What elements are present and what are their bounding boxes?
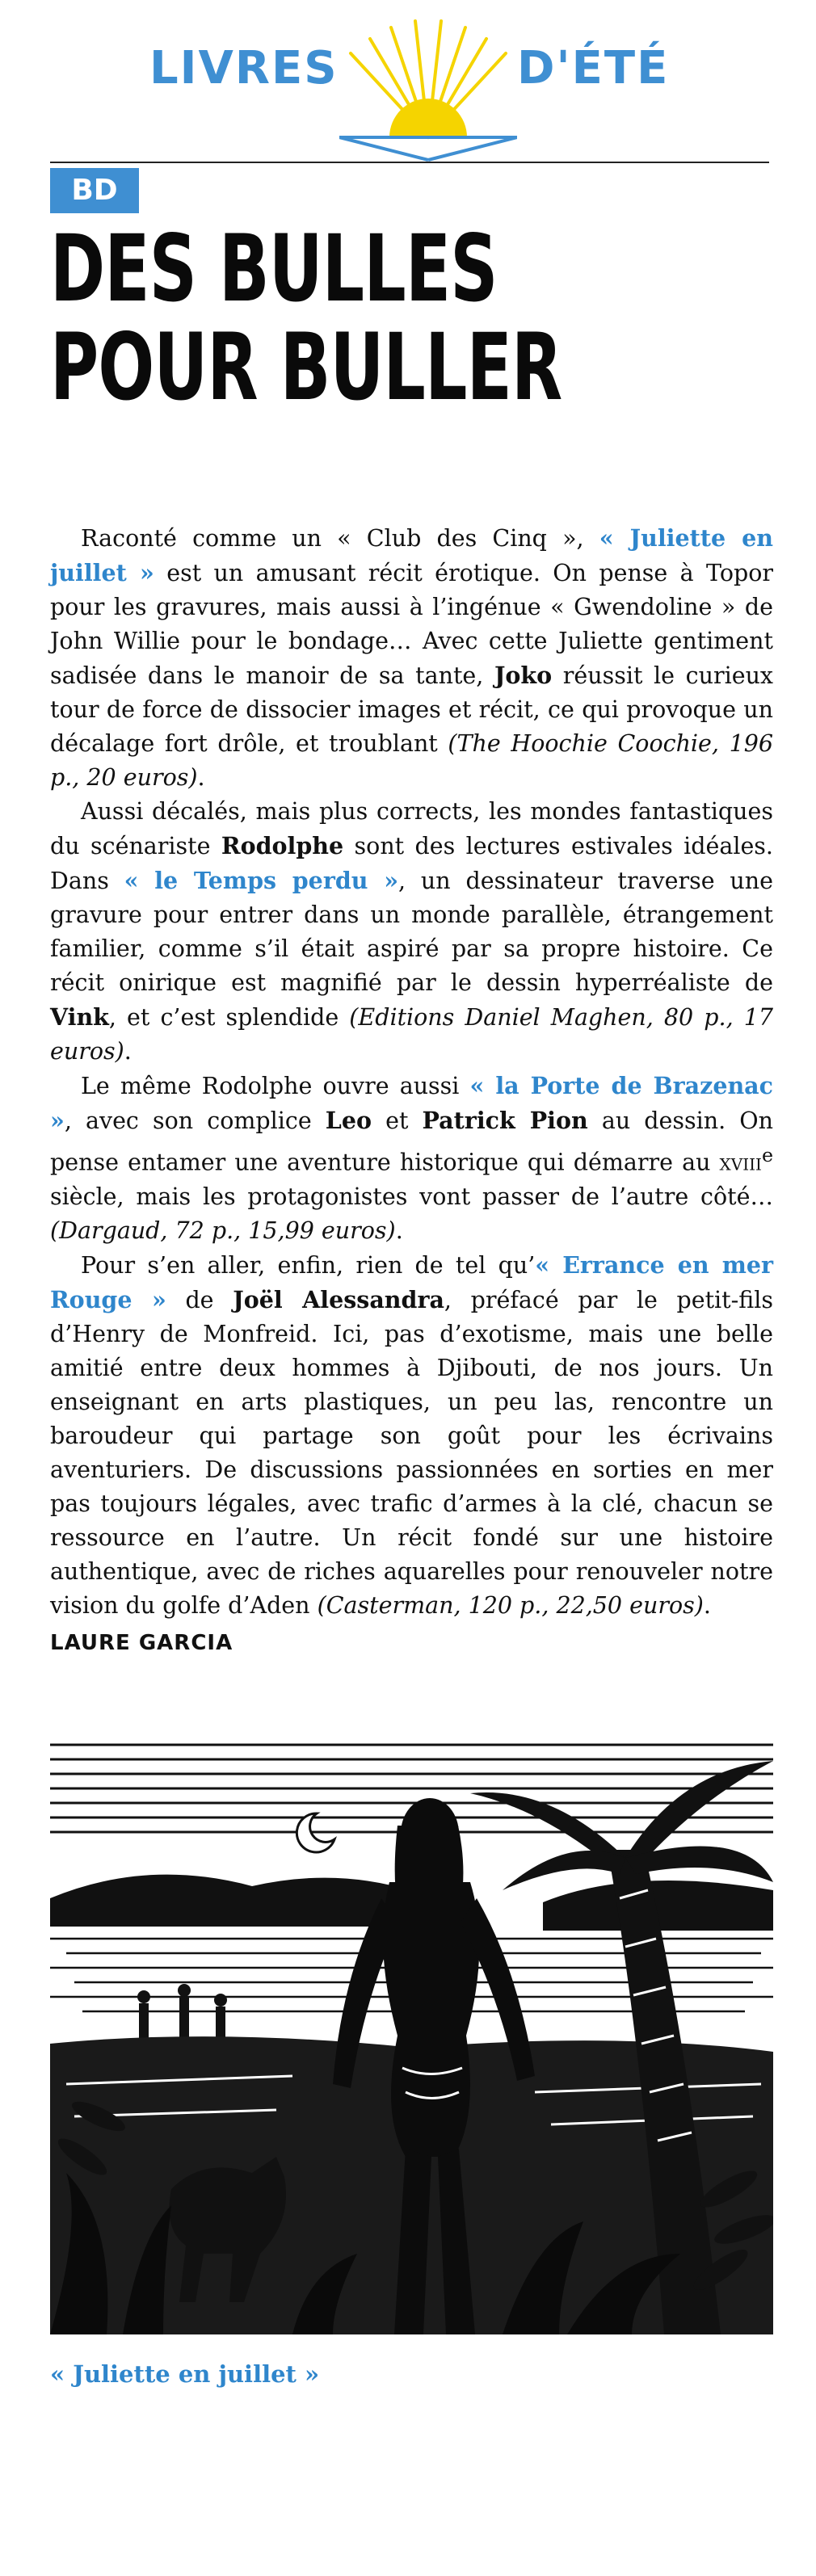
publisher-info: (The Hoochie Coochie, 196 p., 20 euros) bbox=[50, 730, 773, 791]
text: réussit le curieux tour de force de dissocier images et récit, ce qui provoque un décalage fort drôle, et troublant bbox=[50, 662, 773, 757]
article-body bbox=[50, 521, 773, 1660]
text: et bbox=[371, 1107, 423, 1134]
author-joel-alessandra: Joël Alessandra bbox=[233, 1285, 444, 1313]
paragraph-4 bbox=[50, 1248, 773, 1623]
text: , préfacé par le petit-fils d’Henry de Monfreid. Ici, pas d’exotisme, mais une belle amitié entre deux hommes à Djibouti, de nos jours. Un enseignant en arts plastiques, un peu las, rencontre un baroudeur qui partage son goût pour les écrivains aventuriers. De discussions passionnées en sorties en mer pas toujours légales, avec trafic d’armes à la clé, chacun se ressource en l’autre. Un récit fondé sur une histoire authentique, avec de riches aquarelles pour renouveler notre vision du golfe d’Aden bbox=[50, 1286, 773, 1619]
author-vink: Vink bbox=[50, 1003, 109, 1031]
book-title-temps-perdu: « le Temps perdu » bbox=[124, 867, 399, 894]
author-joko: Joko bbox=[494, 662, 553, 689]
book-title-juliette: « Juliette en juillet » bbox=[50, 524, 773, 586]
text: siècle, mais les protagonistes vont passer de l’autre côté… bbox=[50, 1183, 773, 1210]
illustration-caption: « Juliette en juillet » bbox=[50, 2360, 320, 2388]
text: Raconté comme un « Club des Cinq », bbox=[81, 525, 599, 552]
text: sont des lectures estivales idéales. Dans bbox=[50, 833, 773, 894]
page-header bbox=[0, 0, 816, 421]
text: , et c’est splendide bbox=[108, 1004, 350, 1031]
paragraph-2 bbox=[50, 795, 773, 1069]
text: . bbox=[395, 1217, 403, 1244]
text: au dessin. On pense entamer une aventure historique qui démarre au bbox=[50, 1107, 773, 1176]
byline: LAURE GARCIA bbox=[50, 1630, 233, 1655]
text: de bbox=[166, 1286, 233, 1313]
text: , un dessinateur traverse une gravure pour entrer dans un monde parallèle, étrangement familier, comme s’il était aspiré par sa propre histoire. Ce récit onirique est magnifié par le dessin hyperréaliste de bbox=[50, 868, 774, 996]
author-patrick-pion: Patrick Pion bbox=[422, 1107, 588, 1134]
text: Aussi décalés, mais plus corrects, les mondes fantastiques du scénariste bbox=[50, 798, 773, 859]
sunburst-logo-icon bbox=[339, 16, 517, 162]
publisher-info: (Dargaud, 72 p., 15,99 euros) bbox=[50, 1217, 396, 1244]
book-title-errance: « Errance en mer Rouge » bbox=[50, 1250, 773, 1313]
text: Pour s’en aller, enfin, rien de tel qu’ bbox=[81, 1251, 536, 1279]
headline-line-2: POUR BULLER bbox=[50, 313, 562, 421]
publisher-info: (Casterman, 120 p., 22,50 euros) bbox=[317, 1591, 704, 1619]
text: . bbox=[124, 1038, 132, 1065]
headline-line-1: DES BULLES bbox=[50, 215, 498, 322]
text: . bbox=[703, 1591, 711, 1619]
header-left-word: LIVRES bbox=[149, 42, 339, 95]
header-right-word: D'ÉTÉ bbox=[517, 42, 670, 95]
headline bbox=[50, 215, 574, 421]
publisher-info: (Editions Daniel Maghen, 80 p., 17 euros) bbox=[50, 1004, 773, 1065]
text: Le même Rodolphe ouvre aussi bbox=[81, 1073, 470, 1099]
century-suffix: e bbox=[761, 1144, 773, 1166]
author-leo: Leo bbox=[325, 1107, 372, 1134]
author-rodolphe: Rodolphe bbox=[221, 832, 344, 859]
text: , avec son complice bbox=[64, 1107, 326, 1134]
header-divider bbox=[50, 162, 769, 163]
woodcut-illustration bbox=[50, 1737, 773, 2334]
text: . bbox=[197, 764, 205, 791]
book-title-porte-brazenac: « la Porte de Brazenac » bbox=[50, 1072, 773, 1134]
century-numeral: xviii bbox=[719, 1149, 762, 1176]
text: est un amusant récit érotique. On pense à Topor pour les gravures, mais aussi à l’ingénue « Gwendoline » de John Willie pour le bondage… Avec cette Juliette gentiment sadisée dans le manoir de sa tante, bbox=[50, 560, 773, 689]
section-badge: BD bbox=[50, 168, 139, 213]
paragraph-3 bbox=[50, 1069, 773, 1248]
paragraph-1 bbox=[50, 521, 773, 795]
